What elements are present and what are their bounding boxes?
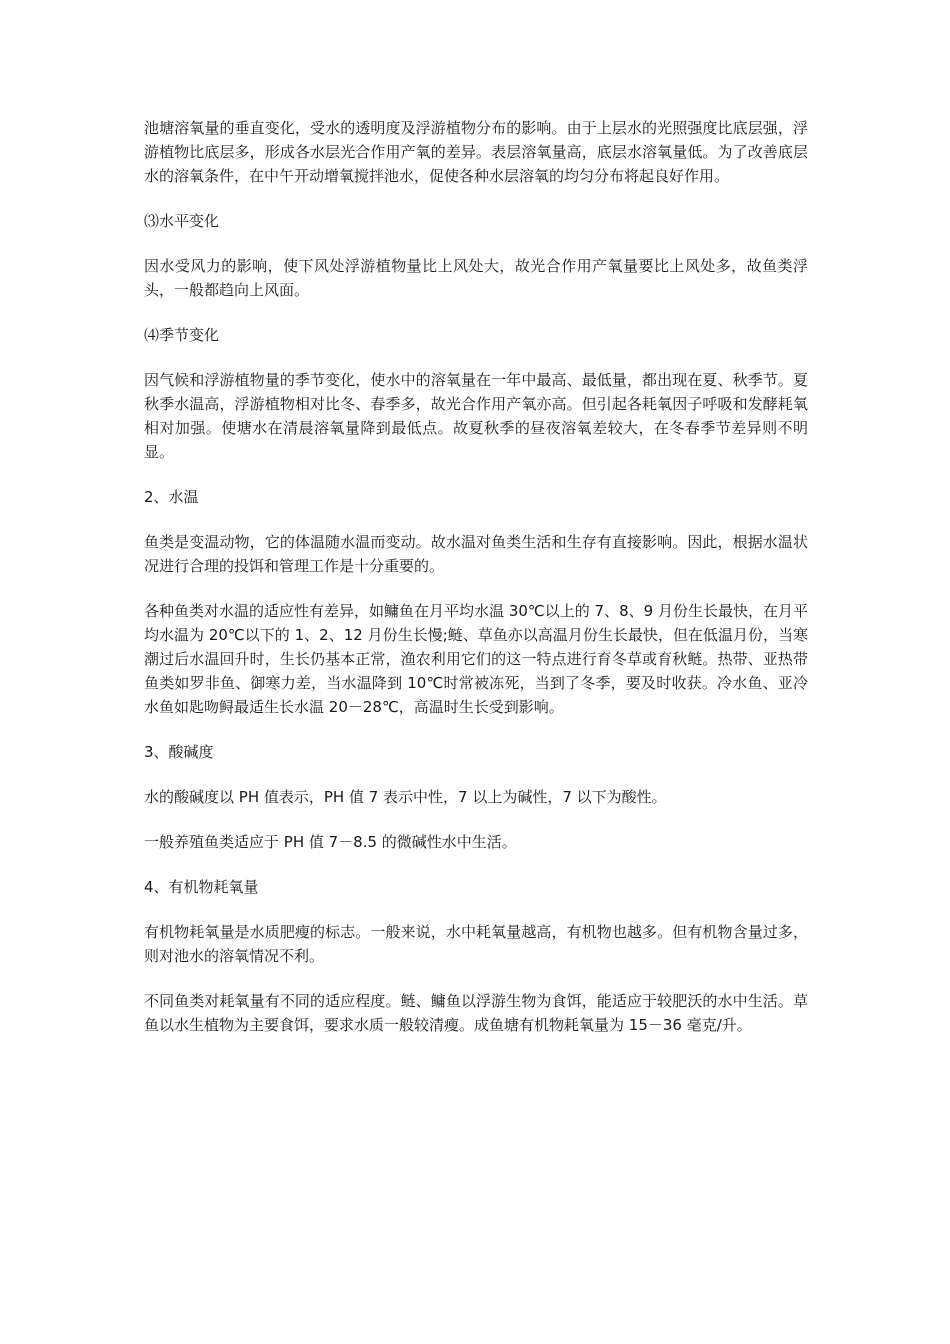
paragraph-seasonal-oxygen: 因气候和浮游植物量的季节变化，使水中的溶氧量在一年中最高、最低量，都出现在夏、秋季节。夏秋季水温高，浮游植物相对比冬、春季多，故光合作用产氧亦高。但引起各耗氧因子呼吸和发酵耗氧相对加强。使塘水在清晨溶氧量降到最低点。故夏秋季的昼夜溶氧差较大，在冬春季节差异则不明显。	[144, 371, 808, 461]
paragraph-wind-effect: 因水受风力的影响，使下风处浮游植物量比上风处大，故光合作用产氧量要比上风处多，故鱼类浮头，一般都趋向上风面。	[144, 257, 808, 299]
paragraph-vertical-oxygen: 池塘溶氧量的垂直变化，受水的透明度及浮游植物分布的影响。由于上层水的光照强度比底层强，浮游植物比底层多，形成各水层光合作用产氧的差异。表层溶氧量高，底层水溶氧量低。为了改善底层水的溶氧条件，在中午开动增氧搅拌池水，促使各种水层溶氧的均匀分布将起良好作用。	[144, 119, 808, 185]
paragraph-poikilotherm: 鱼类是变温动物，它的体温随水温而变动。故水温对鱼类生活和生存有直接影响。因此，根据水温状况进行合理的投饵和管理工作是十分重要的。	[144, 533, 808, 575]
heading-organic-oxygen-demand: 4、有机物耗氧量	[144, 878, 259, 896]
heading-horizontal-change: ⑶水平变化	[144, 212, 220, 230]
paragraph-oxygen-demand-indicator: 有机物耗氧量是水质肥瘦的标志。一般来说，水中耗氧量越高，有机物也越多。但有机物含量过多，则对池水的溶氧情况不利。	[144, 923, 808, 965]
paragraph-temperature-adaptation: 各种鱼类对水温的适应性有差异，如鳙鱼在月平均水温 30℃以上的 7、8、9 月份生长最快，在月平均水温为 20℃以下的 1、2、12 月份生长慢;鲢、草鱼亦以高温月份生长最快，但在低温月份，当寒潮过后水温回升时，生长仍基本正常，渔农利用它们的这一特点进行育冬草或育秋鲢。热带、亚热带鱼类如罗非鱼、御寒力差，当水温降到 10℃时常被冻死，当到了冬季，要及时收获。冷水鱼、亚冷水鱼如匙吻鲟最适生长水温 20－28℃，高温时生长受到影响。	[144, 602, 808, 716]
paragraph-species-adaptation: 不同鱼类对耗氧量有不同的适应程度。鲢、鳙鱼以浮游生物为食饵，能适应于较肥沃的水中生活。草鱼以水生植物为主要食饵，要求水质一般较清瘦。成鱼塘有机物耗氧量为 15－36 毫克/升。	[144, 992, 808, 1034]
heading-ph: 3、酸碱度	[144, 743, 214, 761]
heading-seasonal-change: ⑷季节变化	[144, 326, 220, 344]
paragraph-ph-range: 一般养殖鱼类适应于 PH 值 7－8.5 的微碱性水中生活。	[144, 833, 517, 851]
document-body	[144, 116, 808, 1058]
heading-water-temperature: 2、水温	[144, 488, 199, 506]
paragraph-ph-definition: 水的酸碱度以 PH 值表示，PH 值 7 表示中性，7 以上为碱性，7 以下为酸性。	[144, 788, 667, 806]
